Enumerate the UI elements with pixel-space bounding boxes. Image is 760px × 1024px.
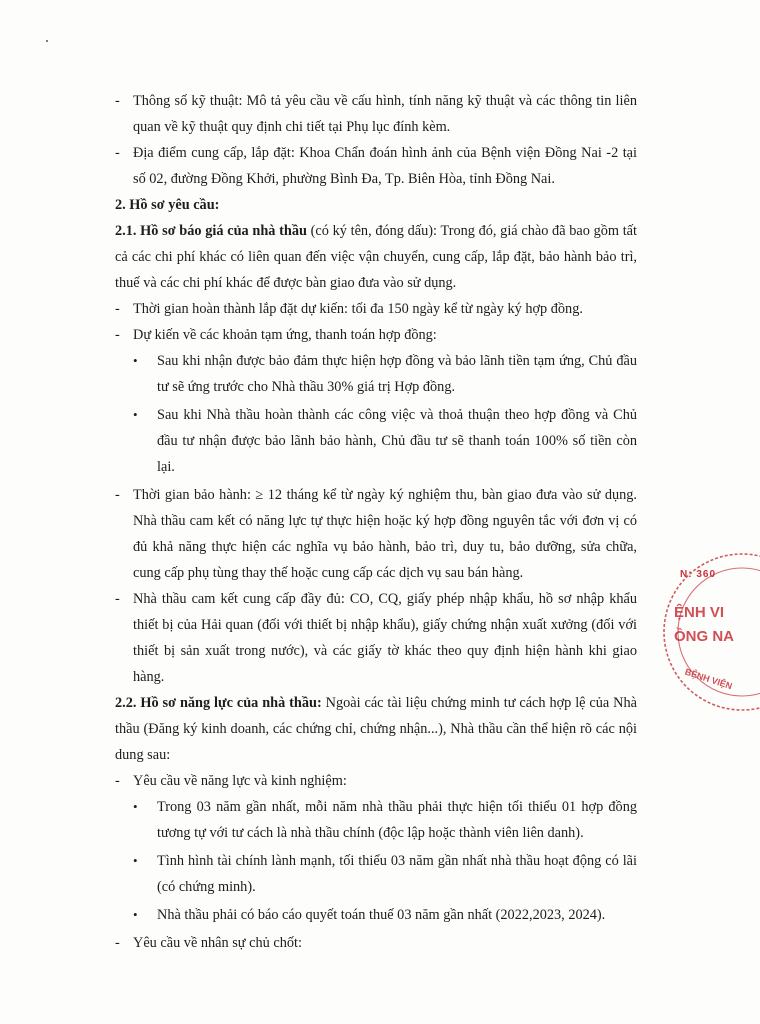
section-2-1-title: Hồ sơ báo giá của nhà thầu — [140, 223, 307, 239]
bullet-icon: • — [133, 907, 138, 922]
stamp-number: N: 360 — [680, 569, 717, 580]
dash-marker: - — [115, 487, 120, 503]
bullet-text: Tình hình tài chính lành mạnh, tối thiểu 03 năm gần nhất nhà thầu hoạt động có lãi (có chứng minh). — [157, 853, 637, 895]
capacity-item — [115, 768, 637, 794]
list-item — [133, 902, 637, 928]
official-stamp — [660, 548, 760, 716]
dash-marker: - — [115, 935, 120, 951]
bullet-icon: • — [133, 353, 138, 368]
section-2-2 — [115, 690, 637, 768]
advance-payment-bullets — [115, 348, 637, 480]
capacity-text: Yêu cầu về năng lực và kinh nghiệm: — [133, 773, 347, 789]
section-2-heading: 2. Hồ sơ yêu cầu: — [115, 197, 220, 213]
bullet-icon: • — [133, 407, 138, 422]
warranty-text: Thời gian bảo hành: ≥ 12 tháng kể từ ngày ký nghiệm thu, bàn giao đưa vào sử dụng. Nhà thầu cam kết có năng lực tự thực hiện hoặc ký hợp đồng nguyên tắc với đơn vị có đủ khả năng thực hiện các nghĩa vụ bảo hành, bảo trì, duy tu, bảo dưỡng, sửa chữa, cung cấp phụ tùng thay thế hoặc cung cấp các dịch vụ sau bán hàng. — [133, 487, 637, 581]
section-2-1-number: 2.1. — [115, 223, 137, 239]
tech-spec-item — [115, 88, 637, 140]
list-item — [133, 848, 637, 900]
bullet-text: Sau khi Nhà thầu hoàn thành các công việc và thoả thuận theo hợp đồng và Chủ đầu tư nhận được bảo lãnh bảo hành, Chủ đầu tư sẽ thanh toán 100% số tiền còn lại. — [157, 407, 637, 475]
section-2-2-text: Ngoài các tài liệu chứng minh tư cách hợp lệ của Nhà thầu (Đăng ký kinh doanh, các chứng chỉ, chứng nhận...), Nhà thầu cần thể hiện rõ các nội dung sau: — [115, 695, 637, 763]
documents-text: Nhà thầu cam kết cung cấp đầy đủ: CO, CQ, giấy phép nhập khẩu, hồ sơ nhập khẩu thiết bị của Hải quan (đối với thiết bị nhập khẩu), giấy chứng nhận xuất xưởng (đối với thiết bị sản xuất trong nước), và các giấy tờ khác theo quy định hiện hành khi giao hàng. — [133, 591, 637, 685]
bullet-icon: • — [133, 853, 138, 868]
section-2-2-title: Hồ sơ năng lực của nhà thầu: — [140, 695, 322, 711]
section-2-1 — [115, 218, 637, 296]
dash-marker: - — [115, 301, 120, 317]
completion-time-item — [115, 296, 637, 322]
bullet-text: Nhà thầu phải có báo cáo quyết toán thuế 03 năm gần nhất (2022,2023, 2024). — [157, 907, 606, 923]
stamp-text-line3: BỆNH VIỆN — [683, 666, 734, 692]
scan-speck — [46, 40, 48, 42]
dash-marker: - — [115, 145, 120, 161]
location-text: Địa điểm cung cấp, lắp đặt: Khoa Chẩn đoán hình ảnh của Bệnh viện Đồng Nai -2 tại số 02, đường Đồng Khởi, phường Bình Đa, Tp. Biên Hòa, tỉnh Đồng Nai. — [133, 145, 637, 187]
list-item — [133, 402, 637, 480]
personnel-item — [115, 930, 637, 956]
completion-time-text: Thời gian hoàn thành lắp đặt dự kiến: tối đa 150 ngày kể từ ngày ký hợp đồng. — [133, 301, 583, 317]
warranty-item — [115, 482, 637, 586]
document-body — [115, 88, 637, 956]
stamp-text-line1: ỆNH VI — [674, 604, 725, 621]
section-2-1-text: (có ký tên, đóng dấu): Trong đó, giá chào đã bao gồm tất cả các chi phí khác có liên quan đến việc vận chuyển, cung cấp, lắp đặt, bảo hành bảo trì, thuế và các chi phí khác để được bàn giao đưa vào sử dụng. — [115, 223, 637, 291]
bullet-text: Sau khi nhận được bảo đảm thực hiện hợp đồng và bảo lãnh tiền tạm ứng, Chủ đầu tư sẽ ứng trước cho Nhà thầu 30% giá trị Hợp đồng. — [157, 353, 637, 395]
section-2-2-number: 2.2. — [115, 695, 137, 711]
personnel-text: Yêu cầu về nhân sự chủ chốt: — [133, 935, 302, 951]
bullet-icon: • — [133, 799, 138, 814]
dash-marker: - — [115, 327, 120, 343]
list-item — [133, 348, 637, 400]
dash-marker: - — [115, 773, 120, 789]
advance-payment-item — [115, 322, 637, 348]
dash-marker: - — [115, 93, 120, 109]
documents-item — [115, 586, 637, 690]
bullet-text: Trong 03 năm gần nhất, mỗi năm nhà thầu phải thực hiện tối thiểu 01 hợp đồng tương tự với tư cách là nhà thầu chính (độc lập hoặc thành viên liên danh). — [157, 799, 637, 841]
dash-marker: - — [115, 591, 120, 607]
tech-spec-text: Thông số kỹ thuật: Mô tả yêu cầu về cấu hình, tính năng kỹ thuật và các thông tin liên quan về kỹ thuật quy định chi tiết tại Phụ lục đính kèm. — [133, 93, 637, 135]
stamp-text-line2: ỒNG NA — [674, 628, 734, 645]
advance-payment-text: Dự kiến về các khoản tạm ứng, thanh toán hợp đồng: — [133, 327, 437, 343]
capacity-bullets — [115, 794, 637, 928]
location-item — [115, 140, 637, 192]
list-item — [133, 794, 637, 846]
